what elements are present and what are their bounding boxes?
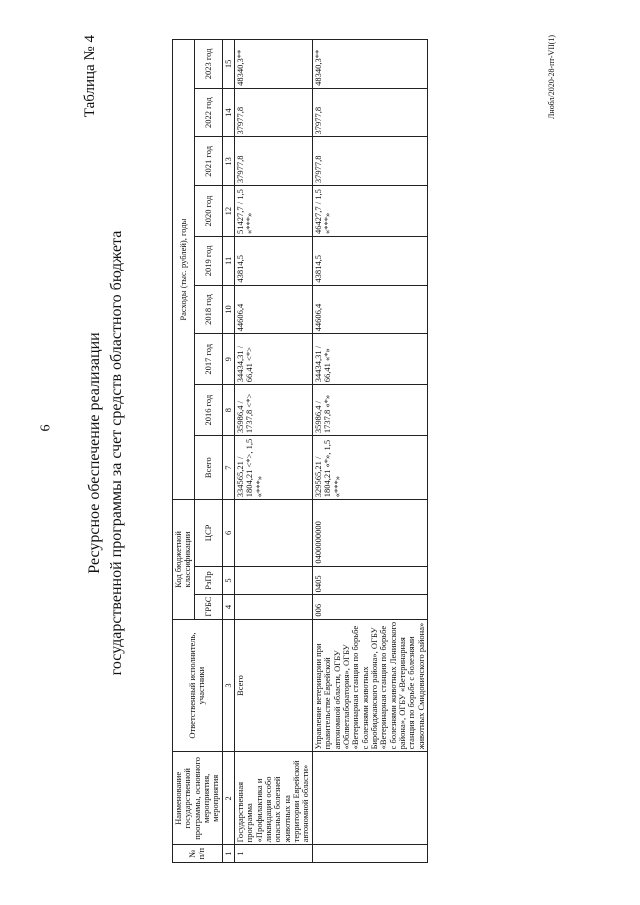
row-executor: Всего [235,619,313,752]
document-code: Лнобл/2020-28-пт-VII(1) [547,34,556,119]
row-executor: Управление ветеринарии при правительстве Еврейской автономной области, ОГБУ «Облветлаборатория», ОГБУ «Ветеринарная станция по борьбе с болезнями животных Биробиджанского района», ОГБУ «Ветеринарная станция по борьбе с болезнями животных Ленинского района», ОГБУ «Ветеринарная станция по борьбе с болезнями животных Смидовичского района» [312,619,427,752]
table-row [235,39,313,862]
column-number: 2 [222,751,234,844]
row-2016: 35986,4 / 1737,8 <*> [235,384,313,435]
header-year-2019: 2019 год [194,236,222,285]
header-year-2022: 2022 год [194,88,222,137]
header-executor: Ответственный исполнитель, участники [173,619,223,752]
row-2023: 48340,3** [312,39,427,88]
row-grbs [235,594,313,618]
column-number: 13 [222,136,234,185]
header-year-2021: 2021 год [194,136,222,185]
column-number: 7 [222,435,234,499]
row-2022: 37977,8 [312,88,427,137]
header-csr: ЦСР [194,499,222,565]
header-year-2023: 2023 год [194,39,222,88]
row-num [312,844,427,862]
column-number: 1 [222,844,234,862]
title-line-1: Ресурсное обеспечение реализации [86,331,103,574]
row-num: 1 [235,844,313,862]
header-name: Наименование государственной программы, основного мероприятия, мероприятия [173,751,223,844]
budget-table [172,39,428,863]
row-2021: 37977,8 [312,136,427,185]
row-total: 334565,21 / 1804,21 <*>, 1,5 «***» [235,435,313,499]
column-number: 8 [222,384,234,435]
column-number: 12 [222,185,234,236]
table-row [312,39,427,862]
header-num: № п/п [173,844,223,862]
row-2018: 44606,4 [312,285,427,334]
row-rzpr: 0405 [312,566,427,595]
row-name [312,751,427,844]
row-grbs: 006 [312,594,427,618]
page-number: 6 [38,424,54,432]
row-2019: 43814,5 [235,236,313,285]
column-number: 3 [222,619,234,752]
column-number: 15 [222,39,234,88]
row-2020: 51427,7 / 1,5 «***» [235,185,313,236]
column-number: 4 [222,594,234,618]
header-year-2017: 2017 год [194,333,222,384]
row-csr [235,499,313,565]
column-number: 9 [222,333,234,384]
header-year-2020: 2020 год [194,185,222,236]
column-number: 14 [222,88,234,137]
header-year-2018: 2018 год [194,285,222,334]
row-name: Государственная программа «Профилактика и ликвидация особо опасных болезней животных на территории Еврейской автономной области» [235,751,313,844]
header-total: Всего [194,435,222,499]
row-2022: 37977,8 [235,88,313,137]
header-budget-code: Код бюджетной классификации [173,499,195,618]
table-label: Таблица № 4 [82,34,98,117]
column-number: 6 [222,499,234,565]
title-line-2: государственной программы за счет средств областного бюджета [108,230,125,675]
header-expenses: Расходы (тыс. рублей), годы [173,39,195,499]
row-2019: 43814,5 [312,236,427,285]
header-rzpr: РзПр [194,566,222,595]
column-number-row [222,39,234,862]
row-2018: 44606,4 [235,285,313,334]
row-csr: 0400000000 [312,499,427,565]
row-2021: 37977,8 [235,136,313,185]
row-2016: 35986,4 / 1737,8 «*» [312,384,427,435]
row-2017: 34434,31 / 66,41 <*> [235,333,313,384]
row-2017: 34434,31 / 66,41 «*» [312,333,427,384]
row-2023: 48340,3** [235,39,313,88]
row-2020: 46427,7 / 1,5 «***» [312,185,427,236]
column-number: 10 [222,285,234,334]
header-grbs: ГРБС [194,594,222,618]
document-sheet [80,33,560,873]
row-rzpr [235,566,313,595]
row-total: 329565,21 / 1804,21 «*», 1,5 «***» [312,435,427,499]
header-year-2016: 2016 год [194,384,222,435]
column-number: 11 [222,236,234,285]
column-number: 5 [222,566,234,595]
